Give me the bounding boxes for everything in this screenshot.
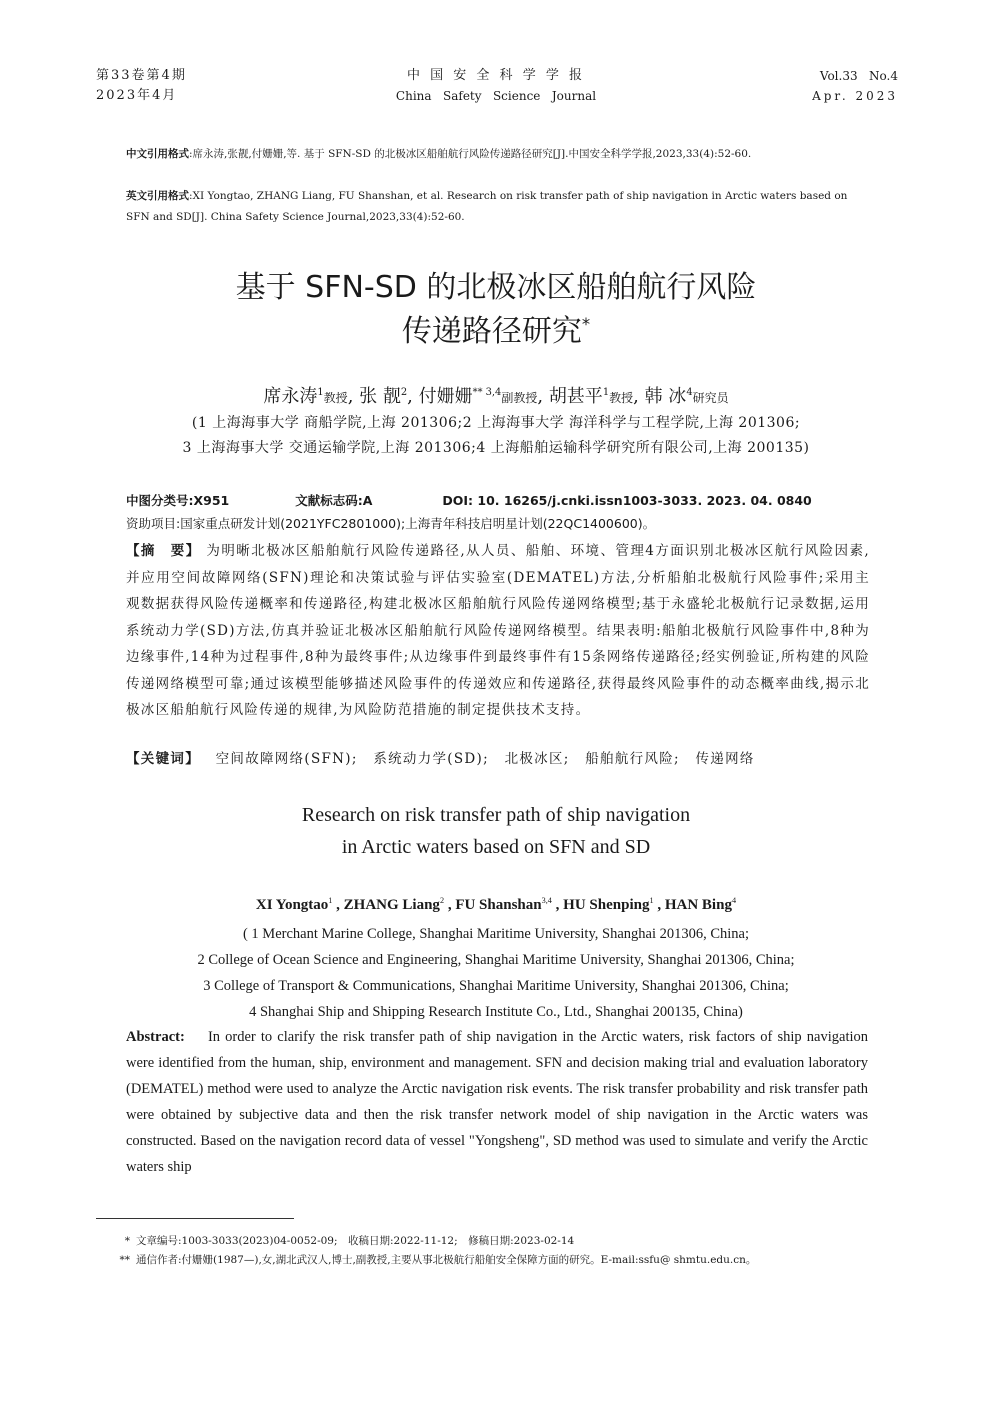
author-sup: 4 <box>686 387 693 398</box>
footnote-mark: * <box>124 1235 130 1247</box>
citation-cn <box>126 144 872 165</box>
author-sup: 2 <box>400 387 408 398</box>
author-sup: ** 3,4 <box>472 387 502 398</box>
author-name: 韩 冰 <box>644 386 687 407</box>
title-en-line2: in Arctic waters based on SFN and SD <box>341 836 651 858</box>
author-sep: , <box>347 386 360 407</box>
author-en <box>455 897 563 913</box>
author-sep: , <box>537 386 549 407</box>
footnote-text: 文章编号:1003-3033(2023)04-0052-09; 收稿日期:2022-11-12; 修稿日期:2023-02-14 <box>136 1235 575 1247</box>
affiliations-cn <box>0 411 992 461</box>
doi-value: : 10. 16265/j.cnki.issn1003-3033. 2023. 04. 0840 <box>468 493 812 508</box>
journal-name <box>346 66 646 106</box>
citation-en-text: :XI Yongtao, ZHANG Liang, FU Shanshan, et al. Research on risk transfer path of ship navigation in Arctic waters based on SFN and SD[J]. China Safety Science Journal,2023,33(4):52-60. <box>126 190 848 223</box>
abstract-cn <box>126 538 870 724</box>
title-en <box>0 799 992 863</box>
clc-value: :X951 <box>188 493 230 508</box>
title-cn-line1: 基于 SFN-SD 的北极冰区船舶航行风险 <box>235 270 757 305</box>
footnote-divider <box>96 1218 294 1219</box>
clc <box>126 493 229 508</box>
funding-row <box>126 513 872 535</box>
author-sep: , <box>407 386 419 407</box>
journal-vol-date-en <box>812 66 898 106</box>
abstract-en-label: Abstract: <box>126 1029 185 1045</box>
keywords-cn <box>126 746 870 773</box>
author-role: 研究员 <box>692 391 729 405</box>
keyword: 系统动力学(SD); <box>373 751 489 767</box>
fund-label: 资助项目 <box>126 516 177 531</box>
keyword: 北极冰区; <box>504 751 570 767</box>
abstract-cn-label: 【摘 要】 <box>126 543 201 559</box>
author-name: 席永涛 <box>263 386 318 407</box>
affiliation-en-line: 3 College of Transport & Communications, Shanghai Maritime University, Shanghai 201306, China; <box>203 978 789 994</box>
author-cn <box>645 386 729 407</box>
fund-value: :国家重点研发计划(2021YFC2801000);上海青年科技启明星计划(22QC1400600)。 <box>176 516 656 531</box>
author-sep: , <box>633 386 645 407</box>
author-en-sup: 2 <box>439 896 445 905</box>
author-en <box>344 897 456 913</box>
author-en-sup: 1 <box>328 896 333 905</box>
footnote-mark: ** <box>119 1254 130 1266</box>
abstract-cn-text: 为明晰北极冰区船舶航行风险传递路径,从人员、船舶、环境、管理4方面识别北极冰区航行风险因素,并应用空间故障网络(SFN)理论和决策试验与评估实验室(DEMATEL)方法,分析船舶北极航行风险事件;采用主观数据获得风险传递概率和传递路径,构建北极冰区船舶航行风险传递网络模型;基于永盛轮北极航行记录数据,运用系统动力学(SD)方法,仿真并验证北极冰区船舶航行风险传递网络模型。结果表明:船舶北极航行风险事件中,8种为边缘事件,14种为过程事件,8种为最终事件;从边缘事件到最终事件有15条网络传递路径;经实例验证,所构建的风险传递网络模型可靠;通过该模型能够描述风险事件的传递效应和传递路径,获得最终风险事件的动态概率曲线,揭示北极冰区船舶航行风险传递的规律,为风险防范措施的制定提供技术支持。 <box>126 543 870 718</box>
authors-cn <box>0 382 992 408</box>
doi-label: DOI <box>442 493 469 508</box>
doi <box>442 493 811 508</box>
author-name: 付姗姗 <box>418 386 473 407</box>
footnote-article-info <box>112 1232 902 1251</box>
author-en <box>256 897 344 913</box>
classification-row <box>126 490 872 512</box>
author-sup: 1 <box>317 387 324 398</box>
author-en-name: HU Shenping <box>563 897 650 913</box>
title-en-line1: Research on risk transfer path of ship navigation <box>301 804 691 826</box>
author-en <box>563 897 665 913</box>
keyword: 船舶航行风险; <box>585 751 680 767</box>
abstract-en <box>126 1024 868 1180</box>
author-en-sup: 4 <box>731 896 737 905</box>
affiliations-en <box>0 921 992 1025</box>
author-sup: 1 <box>602 387 610 398</box>
keyword: 空间故障网络(SFN); <box>215 751 358 767</box>
affiliation-en-line: 4 Shanghai Ship and Shipping Research Institute Co., Ltd., Shanghai 200135, China) <box>249 1004 743 1020</box>
author-role: 副教授 <box>501 391 538 405</box>
author-en-sep: , <box>653 897 665 913</box>
affiliation-en-line: ( 1 Merchant Marine College, Shanghai Maritime University, Shanghai 201306, China; <box>242 926 750 942</box>
keywords-cn-label: 【关键词】 <box>126 751 200 767</box>
affiliation-cn-line1: (1 上海海事大学 商船学院,上海 201306;2 上海海事大学 海洋科学与工程学院,上海 201306; <box>191 415 801 431</box>
doc-code-label: 文献标志码 <box>295 493 358 508</box>
author-en-sep: , <box>551 897 564 913</box>
author-en-name: XI Yongtao <box>255 897 329 913</box>
authors-en <box>0 897 992 914</box>
header-center-line1: 中 国 安 全 科 学 学 报 <box>407 68 585 83</box>
author-en-sup: 3,4 <box>541 896 552 905</box>
footnote-corresponding-author <box>112 1251 902 1270</box>
affiliation-en-line: 2 College of Ocean Science and Engineering, Shanghai Maritime University, Shanghai 201306, China; <box>197 952 795 968</box>
author-en <box>665 897 736 913</box>
author-en-sep: , <box>332 897 344 913</box>
keyword: 传递网络 <box>695 751 755 767</box>
header-left-line2: 2023年4月 <box>96 88 178 103</box>
abstract-en-text: In order to clarify the risk transfer path of ship navigation in the Arctic waters, risk factors of ship navigation were identified from the human, ship, environment and management. SFN and decision making trial and evaluation laboratory (DEMATEL) method were used to analyze the Arctic navigation risk events. The risk transfer probability and risk transfer path were obtained by subjective data and then the risk transfer network model of ship navigation in the Arctic waters was constructed. Based on the navigation record data of vessel "Yongsheng", SD method was used to simulate and verify the Arctic waters ship <box>126 1029 869 1175</box>
author-cn <box>419 386 549 407</box>
header-right-line2: Apr. 2023 <box>812 89 898 103</box>
author-en-name: HAN Bing <box>664 897 732 913</box>
citation-en-label: 英文引用格式 <box>126 190 189 202</box>
citation-cn-text: :席永涛,张靓,付姗姗,等. 基于 SFN-SD 的北极冰区船舶航行风险传递路径研究[J].中国安全科学学报,2023,33(4):52-60. <box>189 148 752 160</box>
author-en-name: ZHANG Liang <box>343 897 440 913</box>
citation-cn-label: 中文引用格式 <box>126 148 189 160</box>
author-name: 胡甚平 <box>548 386 603 407</box>
author-en-sup: 1 <box>649 896 654 905</box>
title-cn-line2: 传递路径研究 <box>401 314 582 349</box>
clc-label: 中图分类号 <box>126 493 189 508</box>
title-cn-line2-wrap <box>0 310 992 354</box>
title-cn <box>0 266 992 354</box>
header-right-line1: Vol.33 No.4 <box>819 69 898 83</box>
author-cn <box>359 386 418 407</box>
author-cn <box>549 386 645 407</box>
journal-volume-issue <box>96 66 187 106</box>
affiliation-cn-line2: 3 上海海事大学 交通运输学院,上海 201306;4 上海船舶运输科学研究所有限公司,上海 200135) <box>182 440 810 456</box>
citation-en <box>126 186 872 228</box>
footnote-text: 通信作者:付姗姗(1987—),女,湖北武汉人,博士,副教授,主要从事北极航行船舶安全保障方面的研究。E-mail:ssfu@ shmtu.edu.cn。 <box>136 1254 757 1266</box>
author-name: 张 靓 <box>359 386 401 407</box>
author-cn <box>263 386 359 407</box>
header-left-line1: 第33卷第4期 <box>96 68 187 83</box>
author-en-name: FU Shanshan <box>455 897 542 913</box>
title-fund-mark: * <box>581 315 591 334</box>
doc-code <box>295 493 372 508</box>
author-role: 教授 <box>609 391 634 405</box>
author-en-sep: , <box>444 897 456 913</box>
header-center-line2: China Safety Science Journal <box>395 89 597 103</box>
author-role: 教授 <box>323 391 348 405</box>
doc-code-value: :A <box>357 493 373 508</box>
